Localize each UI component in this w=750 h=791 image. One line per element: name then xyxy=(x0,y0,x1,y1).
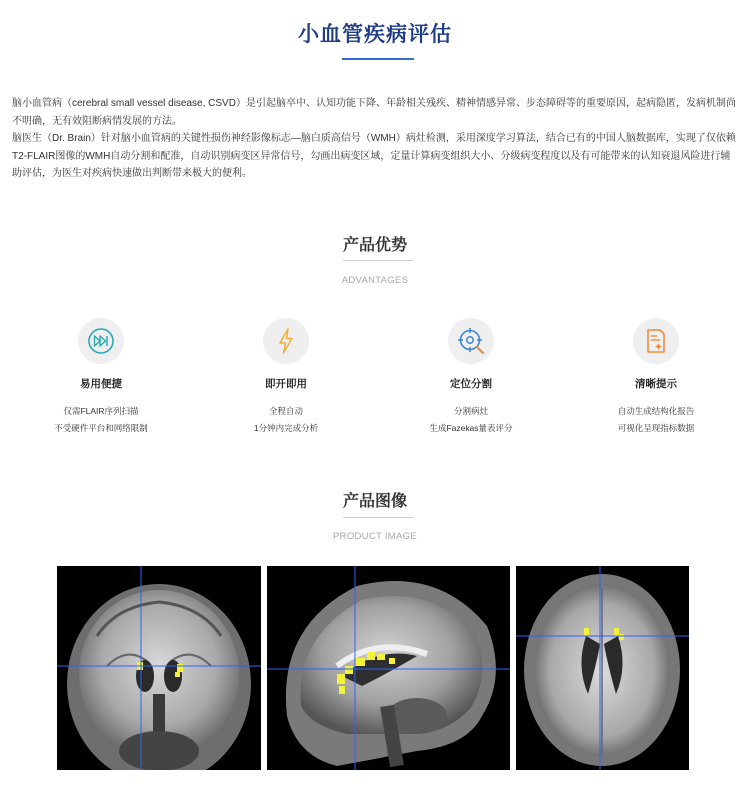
advantage-title: 清晰提示 xyxy=(635,378,677,390)
advantage-line: 1分钟内完成分析 xyxy=(253,423,319,433)
advantage-desc xyxy=(581,403,731,437)
advantage-desc xyxy=(211,403,361,437)
advantages-row xyxy=(0,318,750,438)
axial-mri-image xyxy=(516,566,689,770)
product-image-title: 产品图像 xyxy=(342,493,407,510)
product-images-row xyxy=(57,566,689,770)
intro-paragraph-1: 脑小血管病（cerebral small vessel disease, CSVD）是引起脑卒中、认知功能下降、年龄相关残疾、精神情感异常、步态障碍等的重要原因，起病隐匿，发病机制尚不明确，无有效阻断病情发展的方法。 xyxy=(12,98,736,127)
product-image-subtitle: PRODUCT IMAGE xyxy=(333,531,417,542)
advantage-item-segmentation xyxy=(396,318,546,437)
coronal-mri-image xyxy=(57,566,261,770)
advantage-item-easy xyxy=(26,318,176,437)
advantages-subtitle: ADVANTAGES xyxy=(341,275,409,286)
intro-paragraph-2: 脑医生（Dr. Brain）针对脑小血管病的关键性损伤神经影像标志—脑白质高信号（WMH）病灶检测，采用深度学习算法，结合已有的中国人脑数据库，实现了仅依赖T2-FLAIR图像的WMH自动分割和配准，自动识别病变区异常信号，勾画出病变区域，定量计算病变组织大小、分级病变程度以及有可能带来的认知衰退风险进行辅助评估，为医生对疾病快速做出判断带来极大的便利。 xyxy=(12,133,736,179)
target-search-icon xyxy=(448,318,494,364)
advantage-line: 可视化呈现指标数据 xyxy=(617,423,695,433)
advantage-title: 即开即用 xyxy=(265,378,307,390)
advantage-line: 不受硬件平台和网络限制 xyxy=(54,423,148,433)
intro-text xyxy=(12,95,740,183)
advantage-title: 定位分割 xyxy=(450,378,492,390)
advantages-divider xyxy=(343,260,413,261)
advantage-line: 全程自动 xyxy=(268,406,303,416)
advantage-desc xyxy=(26,403,176,437)
report-icon xyxy=(633,318,679,364)
advantage-line: 自动生成结构化报告 xyxy=(617,406,695,416)
page-title: 小血管疾病评估 xyxy=(298,23,452,46)
lightning-icon xyxy=(263,318,309,364)
sagittal-mri-image xyxy=(267,566,510,770)
advantage-item-report xyxy=(581,318,731,437)
advantage-line: 生成Fazekas量表评分 xyxy=(429,423,513,433)
advantage-line: 仅需FLAIR序列扫描 xyxy=(63,406,139,416)
advantage-line: 分割病灶 xyxy=(453,406,488,416)
advantages-title: 产品优势 xyxy=(342,237,407,254)
product-image-divider xyxy=(343,517,413,518)
advantage-item-instant xyxy=(211,318,361,437)
advantage-desc xyxy=(396,403,546,437)
fast-forward-icon xyxy=(78,318,124,364)
advantage-title: 易用便捷 xyxy=(80,378,122,390)
title-underline xyxy=(342,58,414,60)
